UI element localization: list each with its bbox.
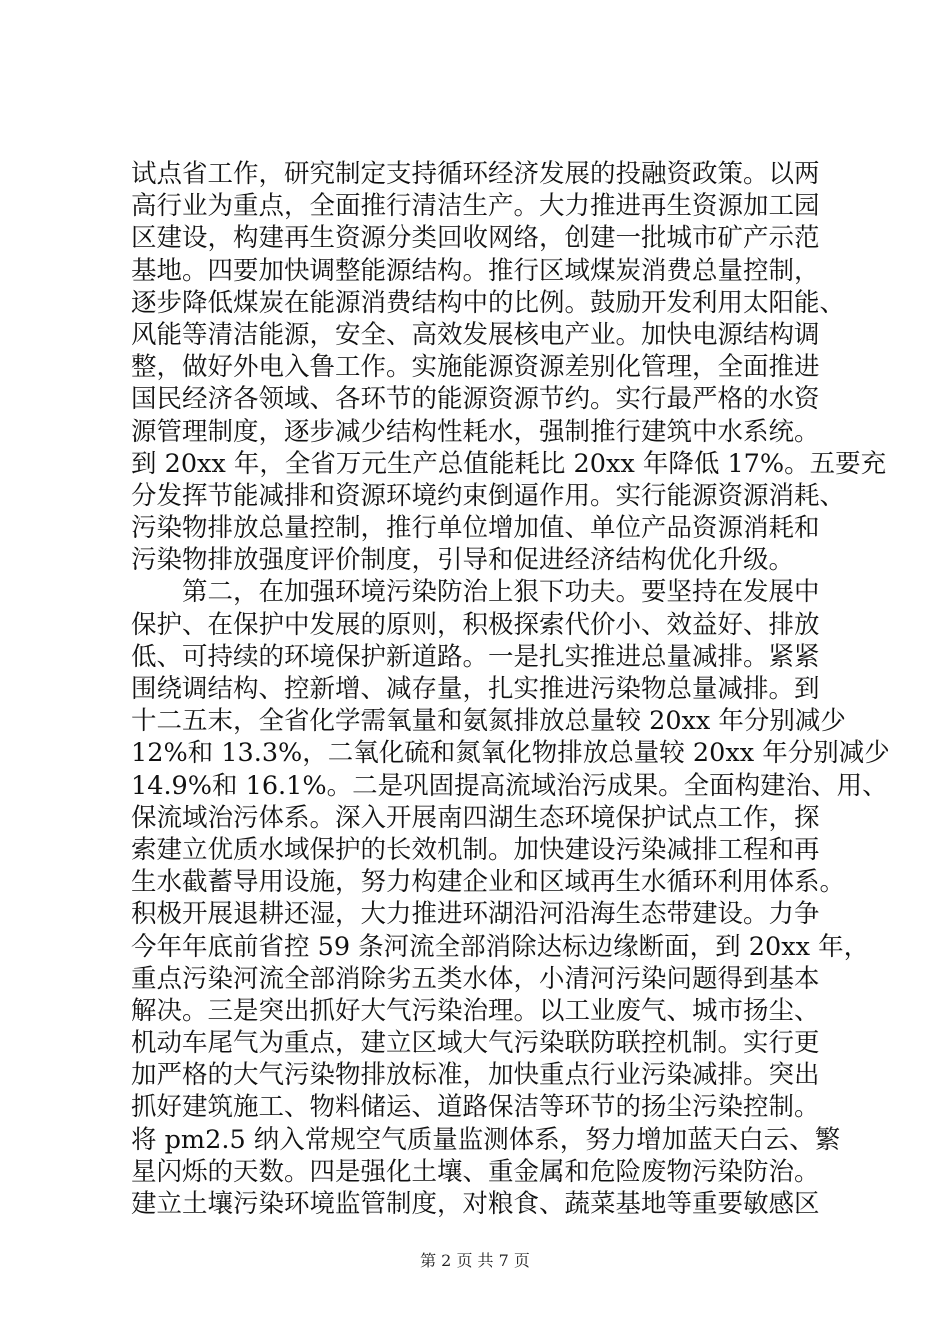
text-line: 生水截蓄导用设施，努力构建企业和区域再生水循环利用体系。 xyxy=(131,867,846,898)
text-line: 积极开展退耕还湿，大力推进环湖沿河沿海生态带建设。力争 xyxy=(131,899,820,930)
text-line: 建立土壤污染环境监管制度，对粮食、蔬菜基地等重要敏感区 xyxy=(131,1189,820,1219)
text-line: 十二五末，全省化学需氧量和氨氮排放总量较 20xx 年分别减少 xyxy=(131,706,846,737)
text-line: 源管理制度，逐步减少结构性耗水，强制推行建筑中水系统。 xyxy=(131,416,820,447)
text-line: 高行业为重点，全面推行清洁生产。大力推进再生资源加工园 xyxy=(131,191,820,222)
text-line: 到 20xx 年，全省万元生产总值能耗比 20xx 年降低 17%。五要充 xyxy=(131,448,887,479)
text-line: 机动车尾气为重点，建立区域大气污染联防联控机制。实行更 xyxy=(131,1028,820,1059)
text-line: 12%和 13.3%，二氧化硫和氮氧化物排放总量较 20xx 年分别减少 xyxy=(131,738,890,769)
text-line: 保流域治污体系。深入开展南四湖生态环境保护试点工作，探 xyxy=(131,802,820,833)
text-line: 基地。四要加快调整能源结构。推行区域煤炭消费总量控制， xyxy=(131,255,820,286)
text-line: 星闪烁的天数。四是强化土壤、重金属和危险废物污染防治。 xyxy=(131,1156,820,1187)
text-line: 解决。三是突出抓好大气污染治理。以工业废气、城市扬尘、 xyxy=(131,995,820,1026)
body-text xyxy=(131,158,890,1220)
text-line: 分发挥节能减排和资源环境约束倒逼作用。实行能源资源消耗、 xyxy=(131,480,846,511)
text-line: 低、可持续的环境保护新道路。一是扎实推进总量减排。紧紧 xyxy=(131,641,820,672)
text-line: 索建立优质水域保护的长效机制。加快建设污染减排工程和再 xyxy=(131,834,820,865)
page-number-label: 第 2 页 共 7 页 xyxy=(420,1251,530,1270)
text-line: 围绕调结构、控新增、减存量，扎实推进污染物总量减排。到 xyxy=(131,674,820,704)
text-line: 试点省工作，研究制定支持循环经济发展的投融资政策。以两 xyxy=(131,159,820,189)
text-line: 将 pm2.5 纳入常规空气质量监测体系，努力增加蓝天白云、繁 xyxy=(131,1124,841,1155)
text-line: 重点污染河流全部消除劣五类水体，小清河污染问题得到基本 xyxy=(131,963,820,994)
paragraph-start-line: 第二，在加强环境污染防治上狠下功夫。要坚持在发展中 xyxy=(182,577,820,608)
text-line: 今年年底前省控 59 条河流全部消除达标边缘断面，到 20xx 年， xyxy=(131,931,870,962)
page-footer xyxy=(0,1251,950,1271)
text-line: 逐步降低煤炭在能源消费结构中的比例。鼓励开发利用太阳能、 xyxy=(131,287,846,318)
text-line: 区建设，构建再生资源分类回收网络，创建一批城市矿产示范 xyxy=(131,223,820,254)
text-line: 保护、在保护中发展的原则，积极探索代价小、效益好、排放 xyxy=(131,609,820,640)
text-line: 污染物排放强度评价制度，引导和促进经济结构优化升级。 xyxy=(131,545,795,576)
text-line: 国民经济各领域、各环节的能源资源节约。实行最严格的水资 xyxy=(131,384,820,415)
text-line: 污染物排放总量控制，推行单位增加值、单位产品资源消耗和 xyxy=(131,513,820,544)
text-line: 加严格的大气污染物排放标准，加快重点行业污染减排。突出 xyxy=(131,1060,820,1091)
text-line: 整，做好外电入鲁工作。实施能源资源差别化管理，全面推进 xyxy=(131,352,820,383)
text-line: 14.9%和 16.1%。二是巩固提高流域治污成果。全面构建治、用、 xyxy=(131,770,888,801)
text-line: 抓好建筑施工、物料储运、道路保洁等环节的扬尘污染控制。 xyxy=(131,1092,820,1123)
text-line: 风能等清洁能源，安全、高效发展核电产业。加快电源结构调 xyxy=(131,319,820,350)
